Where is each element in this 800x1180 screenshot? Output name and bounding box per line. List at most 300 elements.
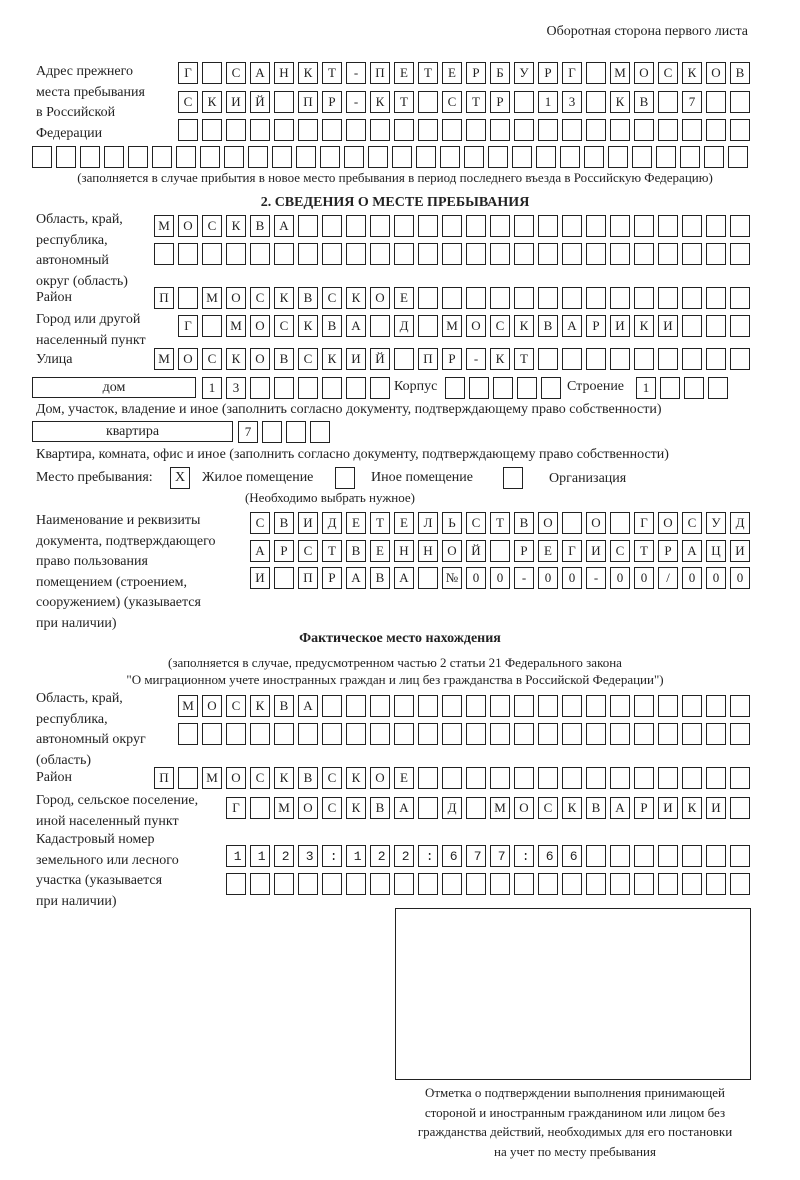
char-cell[interactable] [344,146,364,168]
char-cell[interactable] [274,567,294,589]
char-cell[interactable]: К [562,797,582,819]
char-cell[interactable] [346,119,366,141]
char-cell[interactable] [202,62,222,84]
char-cell[interactable]: Р [490,91,510,113]
char-cell[interactable] [658,287,678,309]
char-cell[interactable] [658,767,678,789]
char-cell[interactable] [490,287,510,309]
char-cell[interactable] [610,243,630,265]
char-cell[interactable] [517,377,537,399]
char-cell[interactable]: 0 [634,567,654,589]
char-cell[interactable]: Г [226,797,246,819]
char-cell[interactable] [610,119,630,141]
char-cell[interactable] [298,215,318,237]
char-cell[interactable]: П [298,91,318,113]
char-cell[interactable] [202,119,222,141]
char-cell[interactable] [634,723,654,745]
char-cell[interactable]: И [298,512,318,534]
char-cell[interactable] [346,873,366,895]
char-cell[interactable] [104,146,124,168]
char-cell[interactable] [610,348,630,370]
char-cell[interactable] [178,723,198,745]
char-cell[interactable] [418,243,438,265]
char-cell[interactable] [706,695,726,717]
char-cell[interactable]: К [298,62,318,84]
char-cell[interactable] [250,243,270,265]
char-cell[interactable]: А [250,540,270,562]
char-cell[interactable] [152,146,172,168]
char-cell[interactable] [178,287,198,309]
char-cell[interactable] [514,287,534,309]
char-cell[interactable] [274,119,294,141]
char-cell[interactable] [466,873,486,895]
char-cell[interactable] [586,215,606,237]
char-cell[interactable] [610,215,630,237]
char-cell[interactable] [466,215,486,237]
char-cell[interactable] [632,146,652,168]
char-cell[interactable] [56,146,76,168]
char-cell[interactable]: К [274,767,294,789]
char-cell[interactable]: К [346,797,366,819]
char-cell[interactable] [32,146,52,168]
char-cell[interactable] [608,146,628,168]
char-cell[interactable]: А [346,567,366,589]
char-cell[interactable] [706,873,726,895]
char-cell[interactable] [538,348,558,370]
char-cell[interactable]: Е [394,767,414,789]
char-cell[interactable] [730,348,750,370]
char-cell[interactable] [370,723,390,745]
char-cell[interactable] [298,723,318,745]
char-cell[interactable] [538,695,558,717]
char-cell[interactable]: Р [442,348,462,370]
char-cell[interactable]: М [226,315,246,337]
char-cell[interactable]: О [226,287,246,309]
char-cell[interactable]: Р [538,62,558,84]
char-cell[interactable]: И [346,348,366,370]
char-cell[interactable] [584,146,604,168]
char-cell[interactable] [730,243,750,265]
char-cell[interactable]: Й [370,348,390,370]
char-cell[interactable]: С [274,315,294,337]
char-cell[interactable] [490,243,510,265]
char-cell[interactable]: Г [178,315,198,337]
char-cell[interactable]: М [202,287,222,309]
char-cell[interactable]: И [610,315,630,337]
char-cell[interactable]: И [226,91,246,113]
char-cell[interactable]: О [178,348,198,370]
char-cell[interactable]: 0 [706,567,726,589]
char-cell[interactable]: Е [538,540,558,562]
char-cell[interactable]: Й [250,91,270,113]
char-cell[interactable] [730,873,750,895]
char-cell[interactable] [656,146,676,168]
char-cell[interactable] [202,723,222,745]
char-cell[interactable] [466,287,486,309]
char-cell[interactable]: С [178,91,198,113]
char-cell[interactable]: О [706,62,726,84]
char-cell[interactable]: Г [562,62,582,84]
char-cell[interactable]: Т [322,540,342,562]
char-cell[interactable]: В [250,215,270,237]
char-cell[interactable] [418,567,438,589]
char-cell[interactable]: Т [466,91,486,113]
char-cell[interactable]: Г [178,62,198,84]
char-cell[interactable]: О [226,767,246,789]
char-cell[interactable]: К [682,62,702,84]
char-cell[interactable] [634,767,654,789]
char-cell[interactable] [514,723,534,745]
char-cell[interactable] [250,723,270,745]
char-cell[interactable]: С [298,348,318,370]
char-cell[interactable] [418,287,438,309]
char-cell[interactable]: И [730,540,750,562]
char-cell[interactable] [660,377,680,399]
char-cell[interactable] [322,119,342,141]
char-cell[interactable] [634,845,654,867]
char-cell[interactable] [418,873,438,895]
char-cell[interactable] [658,119,678,141]
char-cell[interactable] [346,215,366,237]
char-cell[interactable]: 0 [682,567,702,589]
char-cell[interactable] [248,146,268,168]
char-cell[interactable] [322,243,342,265]
char-cell[interactable] [706,845,726,867]
char-cell[interactable]: 3 [226,377,246,399]
char-cell[interactable] [586,767,606,789]
char-cell[interactable] [322,695,342,717]
char-cell[interactable] [680,146,700,168]
char-cell[interactable]: Т [418,62,438,84]
char-cell[interactable] [178,119,198,141]
char-cell[interactable]: А [682,540,702,562]
char-cell[interactable] [562,512,582,534]
char-cell[interactable] [440,146,460,168]
char-cell[interactable] [658,695,678,717]
char-cell[interactable]: В [538,315,558,337]
char-cell[interactable] [394,873,414,895]
char-cell[interactable] [466,797,486,819]
char-cell[interactable] [469,377,489,399]
char-cell[interactable] [586,119,606,141]
char-cell[interactable] [322,723,342,745]
char-cell[interactable] [80,146,100,168]
char-cell[interactable]: Р [586,315,606,337]
char-cell[interactable]: О [250,315,270,337]
char-cell[interactable]: С [202,215,222,237]
char-cell[interactable] [370,243,390,265]
char-cell[interactable] [250,119,270,141]
char-cell[interactable] [490,767,510,789]
char-cell[interactable] [586,287,606,309]
char-cell[interactable] [274,243,294,265]
char-cell[interactable] [394,215,414,237]
char-cell[interactable]: О [298,797,318,819]
char-cell[interactable] [370,873,390,895]
char-cell[interactable]: С [250,287,270,309]
char-cell[interactable] [634,287,654,309]
char-cell[interactable] [394,695,414,717]
char-cell[interactable] [442,287,462,309]
char-cell[interactable]: Р [466,62,486,84]
char-cell[interactable] [706,243,726,265]
char-cell[interactable]: К [322,348,342,370]
char-cell[interactable]: № [442,567,462,589]
char-cell[interactable] [682,119,702,141]
char-cell[interactable]: А [274,215,294,237]
char-cell[interactable] [226,243,246,265]
char-cell[interactable] [416,146,436,168]
char-cell[interactable] [466,243,486,265]
char-cell[interactable]: У [514,62,534,84]
char-cell[interactable]: 1 [202,377,222,399]
char-cell[interactable]: Е [394,287,414,309]
char-cell[interactable]: 3 [562,91,582,113]
char-cell[interactable] [250,873,270,895]
char-cell[interactable] [418,695,438,717]
char-cell[interactable]: У [706,512,726,534]
char-cell[interactable] [322,873,342,895]
char-cell[interactable]: С [202,348,222,370]
char-cell[interactable]: Г [634,512,654,534]
char-cell[interactable]: А [346,315,366,337]
char-cell[interactable] [658,845,678,867]
char-cell[interactable]: Н [394,540,414,562]
char-cell[interactable] [262,421,282,443]
char-cell[interactable] [684,377,704,399]
char-cell[interactable] [586,723,606,745]
char-cell[interactable]: М [154,215,174,237]
char-cell[interactable] [536,146,556,168]
char-cell[interactable] [464,146,484,168]
char-cell[interactable]: Д [322,512,342,534]
char-cell[interactable]: 0 [466,567,486,589]
char-cell[interactable] [706,315,726,337]
char-cell[interactable] [298,873,318,895]
char-cell[interactable] [730,723,750,745]
char-cell[interactable]: В [322,315,342,337]
char-cell[interactable]: В [274,348,294,370]
char-cell[interactable]: - [514,567,534,589]
char-cell[interactable]: С [250,767,270,789]
char-cell[interactable] [560,146,580,168]
char-cell[interactable] [274,873,294,895]
char-cell[interactable]: П [370,62,390,84]
char-cell[interactable]: И [658,797,678,819]
char-cell[interactable] [490,695,510,717]
char-cell[interactable] [490,215,510,237]
char-cell[interactable] [178,767,198,789]
char-cell[interactable]: К [610,91,630,113]
char-cell[interactable]: С [322,797,342,819]
char-cell[interactable] [442,119,462,141]
char-cell[interactable] [562,695,582,717]
char-cell[interactable]: Т [634,540,654,562]
char-cell[interactable] [562,767,582,789]
char-cell[interactable]: Е [370,540,390,562]
char-cell[interactable] [466,723,486,745]
char-cell[interactable]: 7 [682,91,702,113]
char-cell[interactable]: Д [730,512,750,534]
char-cell[interactable]: 0 [490,567,510,589]
char-cell[interactable]: Б [490,62,510,84]
char-cell[interactable] [490,540,510,562]
char-cell[interactable] [706,91,726,113]
char-cell[interactable]: П [418,348,438,370]
char-cell[interactable] [418,215,438,237]
char-cell[interactable] [658,723,678,745]
stay-option-residential-checkbox[interactable]: X [170,467,190,489]
char-cell[interactable] [514,695,534,717]
char-cell[interactable] [298,377,318,399]
char-cell[interactable] [442,767,462,789]
char-cell[interactable] [658,873,678,895]
char-cell[interactable]: Е [394,62,414,84]
char-cell[interactable] [346,377,366,399]
char-cell[interactable] [682,348,702,370]
char-cell[interactable]: К [274,287,294,309]
char-cell[interactable] [586,243,606,265]
char-cell[interactable] [562,119,582,141]
char-cell[interactable]: 0 [730,567,750,589]
char-cell[interactable]: Н [274,62,294,84]
char-cell[interactable] [490,723,510,745]
char-cell[interactable] [493,377,513,399]
char-cell[interactable] [728,146,748,168]
char-cell[interactable]: Ц [706,540,726,562]
char-cell[interactable] [706,119,726,141]
char-cell[interactable] [296,146,316,168]
char-cell[interactable] [730,287,750,309]
char-cell[interactable]: К [298,315,318,337]
char-cell[interactable]: С [226,695,246,717]
char-cell[interactable]: Д [394,315,414,337]
char-cell[interactable] [658,91,678,113]
char-cell[interactable]: О [466,315,486,337]
char-cell[interactable]: Р [514,540,534,562]
char-cell[interactable]: К [682,797,702,819]
char-cell[interactable]: К [346,287,366,309]
char-cell[interactable] [442,873,462,895]
char-cell[interactable]: 7 [238,421,258,443]
char-cell[interactable]: Р [322,91,342,113]
char-cell[interactable] [418,315,438,337]
char-cell[interactable] [394,723,414,745]
char-cell[interactable] [445,377,465,399]
char-cell[interactable]: С [538,797,558,819]
char-cell[interactable]: Д [442,797,462,819]
char-cell[interactable] [610,723,630,745]
char-cell[interactable]: С [682,512,702,534]
char-cell[interactable]: В [298,287,318,309]
char-cell[interactable] [442,695,462,717]
char-cell[interactable] [610,767,630,789]
char-cell[interactable] [538,119,558,141]
char-cell[interactable] [682,315,702,337]
char-cell[interactable] [658,348,678,370]
char-cell[interactable] [634,119,654,141]
char-cell[interactable]: Н [418,540,438,562]
char-cell[interactable] [226,119,246,141]
char-cell[interactable] [418,767,438,789]
char-cell[interactable] [682,215,702,237]
char-cell[interactable]: П [298,567,318,589]
char-cell[interactable] [538,215,558,237]
char-cell[interactable]: Е [442,62,462,84]
char-cell[interactable]: С [322,287,342,309]
char-cell[interactable] [370,215,390,237]
char-cell[interactable] [250,377,270,399]
char-cell[interactable] [370,377,390,399]
char-cell[interactable] [708,377,728,399]
house-type-field[interactable]: дом [32,377,196,398]
char-cell[interactable] [682,723,702,745]
stay-option-other-checkbox[interactable] [335,467,355,489]
char-cell[interactable]: О [370,767,390,789]
char-cell[interactable]: В [514,512,534,534]
char-cell[interactable] [202,315,222,337]
char-cell[interactable]: С [298,540,318,562]
char-cell[interactable] [418,723,438,745]
char-cell[interactable]: М [202,767,222,789]
char-cell[interactable] [128,146,148,168]
char-cell[interactable] [392,146,412,168]
char-cell[interactable]: С [610,540,630,562]
char-cell[interactable] [466,119,486,141]
char-cell[interactable]: К [490,348,510,370]
char-cell[interactable]: В [274,512,294,534]
char-cell[interactable] [682,767,702,789]
char-cell[interactable] [562,873,582,895]
char-cell[interactable]: Г [562,540,582,562]
char-cell[interactable] [514,767,534,789]
char-cell[interactable]: Т [490,512,510,534]
char-cell[interactable]: К [250,695,270,717]
char-cell[interactable]: И [586,540,606,562]
char-cell[interactable] [466,695,486,717]
char-cell[interactable]: К [634,315,654,337]
char-cell[interactable]: - [586,567,606,589]
char-cell[interactable]: Т [514,348,534,370]
char-cell[interactable] [706,348,726,370]
char-cell[interactable] [442,723,462,745]
char-cell[interactable]: В [274,695,294,717]
char-cell[interactable]: Й [466,540,486,562]
char-cell[interactable] [730,119,750,141]
char-cell[interactable]: С [658,62,678,84]
char-cell[interactable] [586,873,606,895]
char-cell[interactable] [730,695,750,717]
char-cell[interactable] [706,287,726,309]
char-cell[interactable] [418,797,438,819]
char-cell[interactable]: К [370,91,390,113]
char-cell[interactable]: Р [658,540,678,562]
char-cell[interactable] [286,421,306,443]
char-cell[interactable]: В [634,91,654,113]
char-cell[interactable]: К [514,315,534,337]
char-cell[interactable]: М [154,348,174,370]
char-cell[interactable]: М [610,62,630,84]
char-cell[interactable]: О [202,695,222,717]
char-cell[interactable] [586,62,606,84]
char-cell[interactable] [682,845,702,867]
char-cell[interactable] [488,146,508,168]
char-cell[interactable] [514,873,534,895]
char-cell[interactable] [706,723,726,745]
char-cell[interactable]: Е [346,512,366,534]
char-cell[interactable] [562,243,582,265]
char-cell[interactable]: А [250,62,270,84]
